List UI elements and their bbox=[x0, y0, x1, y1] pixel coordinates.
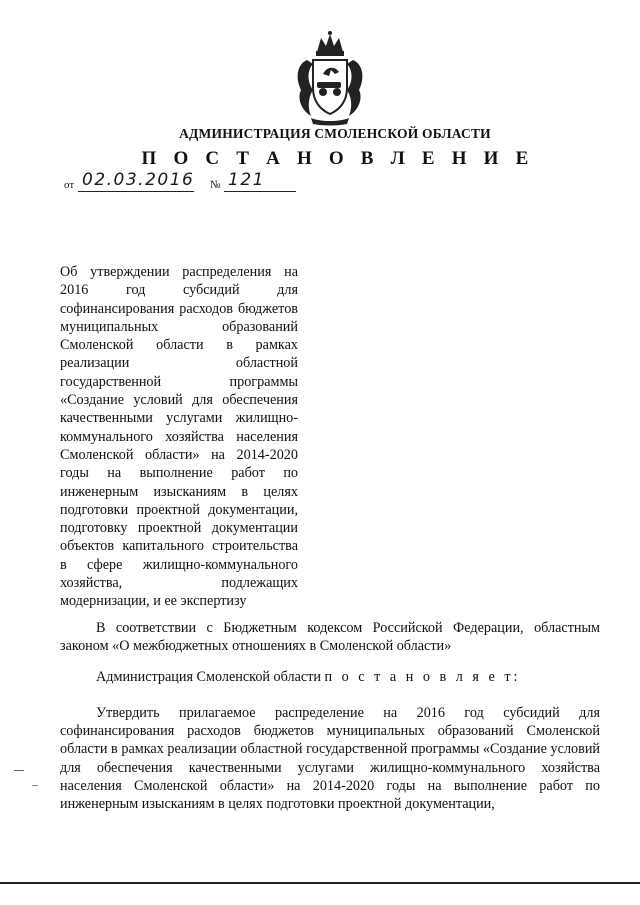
document-type-title: П О С Т А Н О В Л Е Н И Е bbox=[141, 148, 535, 169]
handwritten-date: 02.03.2016 bbox=[82, 170, 195, 190]
document-subject bbox=[60, 263, 298, 611]
date-from-label: от bbox=[64, 179, 75, 191]
margin-mark-small bbox=[32, 785, 38, 786]
number-underline bbox=[224, 191, 296, 192]
bottom-rule bbox=[0, 882, 640, 884]
margin-mark bbox=[14, 770, 24, 771]
resolution-verb: п о с т а н о в л я е т: bbox=[324, 669, 521, 685]
resolution-paragraph bbox=[60, 668, 600, 686]
handwritten-number: 121 bbox=[228, 170, 265, 190]
date-number-line bbox=[64, 172, 304, 194]
resolution-prefix: Администрация Смоленской области bbox=[96, 669, 325, 685]
subject-last-line: модернизации, и ее экспертизу bbox=[60, 593, 247, 610]
smolensk-coat-of-arms-icon bbox=[293, 30, 367, 126]
decree-paragraph-1: Утвердить прилагаемое распределение на 2016 год субсидий для софинансирования расходов бюджетов муниципальных образований Смоленской области в рамках реализации областной государственной программы «Создание условий для обеспечения качественными услугами жилищно-коммунального хозяйства населения Смоленской области» на 2014-2020 годы на выполнение работ по инженерным изысканиям в целях подготовки проектной документации, bbox=[60, 705, 600, 813]
number-label: № bbox=[210, 179, 221, 191]
preamble-paragraph: В соответствии с Бюджетным кодексом Российской Федерации, областным законом «О межбюджетных отношениях в Смоленской области» bbox=[60, 620, 600, 655]
subject-text: Об утверждении распределения на 2016 год субсидий для софинансирования расходов бюджетов муниципальных образований Смоленской области в рамках реализации областной государственной программы «Создание условий для обеспечения качественными услугами жилищно-коммунального хозяйства населения Смоленской области» на 2014-2020 годы на выполнение работ по инженерным изысканиям в целях подготовки проектной документации, подготовку проектной документации объектов капитального строительства в сфере жилищно-коммунального хозяйства, подлежащих bbox=[60, 264, 298, 592]
date-underline bbox=[78, 191, 194, 192]
organization-name: АДМИНИСТРАЦИЯ СМОЛЕНСКОЙ ОБЛАСТИ bbox=[179, 126, 491, 141]
